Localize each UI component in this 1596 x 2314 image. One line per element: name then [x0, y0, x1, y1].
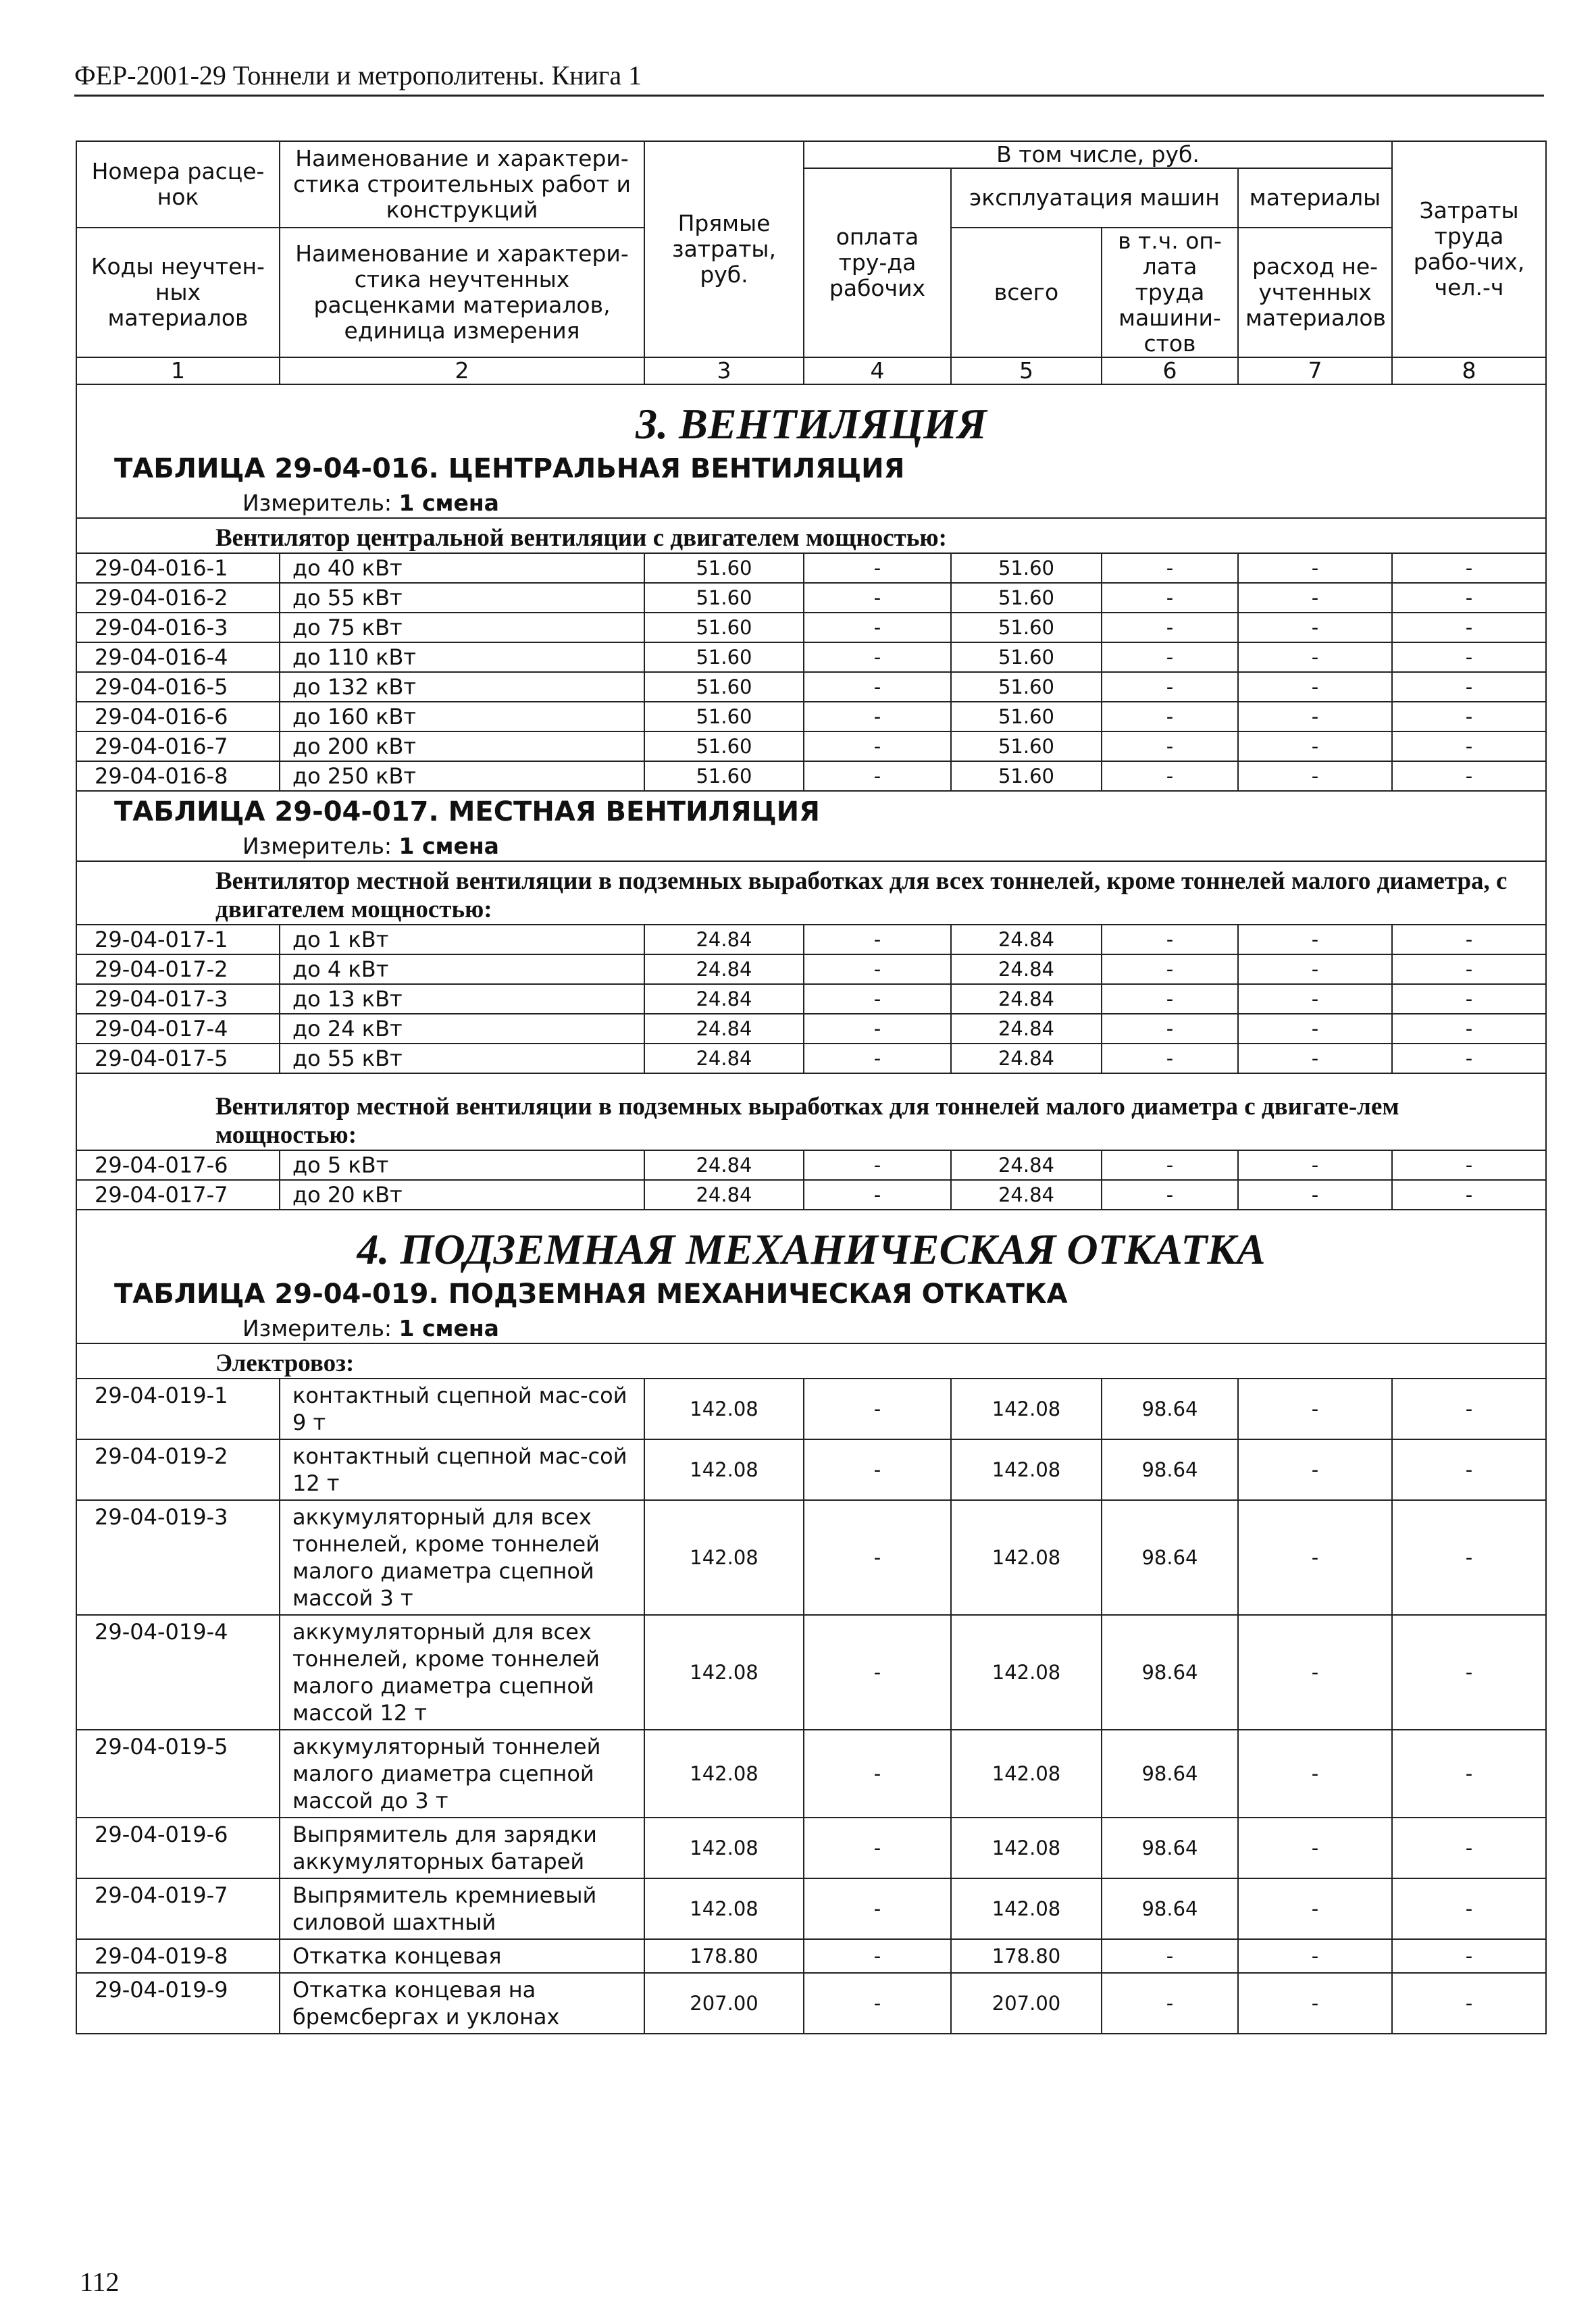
materials-cost-cell: -: [1238, 731, 1392, 761]
table-row: [76, 642, 1546, 672]
materials-cost-cell: -: [1238, 954, 1392, 984]
labor-hours-cell: -: [1392, 925, 1546, 954]
work-name-cell: до 110 кВт: [280, 642, 644, 672]
machines-total-cell: 142.08: [951, 1439, 1102, 1500]
labor-hours-cell: -: [1392, 1878, 1546, 1939]
worker-pay-cell: -: [804, 925, 951, 954]
work-name-cell: до 40 кВт: [280, 553, 644, 583]
hdr-material-name: Наименование и характери-стика неучтенных расценками материалов, единица измерения: [280, 228, 644, 357]
materials-cost-cell: -: [1238, 1939, 1392, 1973]
table-row: [76, 1014, 1546, 1044]
operator-pay-cell: -: [1102, 731, 1238, 761]
direct-costs-cell: 207.00: [644, 1973, 804, 2034]
worker-pay-cell: -: [804, 1730, 951, 1818]
measure-line: Измеритель: 1 смена: [242, 490, 499, 516]
labor-hours-cell: -: [1392, 613, 1546, 642]
labor-hours-cell: -: [1392, 954, 1546, 984]
labor-hours-cell: -: [1392, 1044, 1546, 1073]
hdr-unaccounted-materials: расход не-учтенных материалов: [1238, 228, 1392, 357]
materials-cost-cell: -: [1238, 761, 1392, 791]
labor-hours-cell: -: [1392, 1939, 1546, 1973]
hdr-rate-numbers: Номера расце-нок: [76, 141, 280, 228]
labor-hours-cell: -: [1392, 984, 1546, 1014]
direct-costs-cell: 142.08: [644, 1379, 804, 1439]
operator-pay-cell: -: [1102, 984, 1238, 1014]
materials-cost-cell: -: [1238, 553, 1392, 583]
worker-pay-cell: -: [804, 954, 951, 984]
table-row: [76, 672, 1546, 702]
labor-hours-cell: -: [1392, 1730, 1546, 1818]
labor-hours-cell: -: [1392, 553, 1546, 583]
machines-total-cell: 24.84: [951, 1044, 1102, 1073]
rate-code-cell: 29-04-017-5: [76, 1044, 280, 1073]
machines-total-cell: 142.08: [951, 1730, 1102, 1818]
machines-total-cell: 24.84: [951, 984, 1102, 1014]
direct-costs-cell: 178.80: [644, 1939, 804, 1973]
worker-pay-cell: -: [804, 984, 951, 1014]
worker-pay-cell: -: [804, 731, 951, 761]
direct-costs-cell: 24.84: [644, 1180, 804, 1210]
direct-costs-cell: 51.60: [644, 583, 804, 613]
hdr-machine-operation: эксплуатация машин: [951, 168, 1238, 228]
machines-total-cell: 51.60: [951, 642, 1102, 672]
rate-code-cell: 29-04-016-6: [76, 702, 280, 731]
labor-hours-cell: -: [1392, 761, 1546, 791]
rate-code-cell: 29-04-019-2: [76, 1439, 280, 1500]
table-row: [76, 1180, 1546, 1210]
direct-costs-cell: 142.08: [644, 1878, 804, 1939]
labor-hours-cell: -: [1392, 731, 1546, 761]
labor-hours-cell: -: [1392, 1379, 1546, 1439]
work-name-cell: до 13 кВт: [280, 984, 644, 1014]
worker-pay-cell: -: [804, 1044, 951, 1073]
materials-cost-cell: -: [1238, 1379, 1392, 1439]
operator-pay-cell: -: [1102, 954, 1238, 984]
work-name-cell: до 55 кВт: [280, 1044, 644, 1073]
rate-code-cell: 29-04-016-3: [76, 613, 280, 642]
labor-hours-cell: -: [1392, 1615, 1546, 1730]
direct-costs-cell: 51.60: [644, 642, 804, 672]
rate-code-cell: 29-04-017-7: [76, 1180, 280, 1210]
rate-code-cell: 29-04-019-5: [76, 1730, 280, 1818]
operator-pay-cell: -: [1102, 1939, 1238, 1973]
materials-cost-cell: -: [1238, 1730, 1392, 1818]
rate-code-cell: 29-04-019-1: [76, 1379, 280, 1439]
table-row: [76, 1973, 1546, 2034]
worker-pay-cell: -: [804, 761, 951, 791]
direct-costs-cell: 24.84: [644, 925, 804, 954]
work-name-cell: аккумуляторный для всех тоннелей, кроме тоннелей малого диаметра сцепной массой 3 т: [280, 1500, 644, 1615]
machines-total-cell: 24.84: [951, 1180, 1102, 1210]
operator-pay-cell: 98.64: [1102, 1818, 1238, 1878]
work-name-cell: до 1 кВт: [280, 925, 644, 954]
table-row: [76, 984, 1546, 1014]
materials-cost-cell: -: [1238, 583, 1392, 613]
rate-code-cell: 29-04-019-8: [76, 1939, 280, 1973]
rate-code-cell: 29-04-019-9: [76, 1973, 280, 2034]
labor-hours-cell: -: [1392, 672, 1546, 702]
labor-hours-cell: -: [1392, 1150, 1546, 1180]
hdr-materials: материалы: [1238, 168, 1392, 228]
operator-pay-cell: 98.64: [1102, 1500, 1238, 1615]
rate-code-cell: 29-04-017-3: [76, 984, 280, 1014]
machines-total-cell: 51.60: [951, 553, 1102, 583]
table-row: [76, 925, 1546, 954]
hdr-including: В том числе, руб.: [804, 141, 1392, 168]
hdr-labor-hours: Затраты труда рабо-чих, чел.-ч: [1392, 141, 1546, 357]
operator-pay-cell: -: [1102, 925, 1238, 954]
table-row: [76, 613, 1546, 642]
operator-pay-cell: 98.64: [1102, 1439, 1238, 1500]
rows-table-016: [76, 553, 1546, 791]
operator-pay-cell: -: [1102, 1044, 1238, 1073]
labor-hours-cell: -: [1392, 1818, 1546, 1878]
rate-code-cell: 29-04-017-1: [76, 925, 280, 954]
table-row: [76, 761, 1546, 791]
rows-table-017-a: [76, 925, 1546, 1073]
rate-code-cell: 29-04-019-6: [76, 1818, 280, 1878]
hdr-work-name: Наименование и характери-стика строительных работ и конструкций: [280, 141, 644, 228]
column-numbers-row: 1 2 3 4 5 6 7 8: [76, 357, 1546, 384]
hdr-direct-costs: Прямые затраты, руб.: [644, 141, 804, 357]
section-title: 3. ВЕНТИЛЯЦИЯ: [636, 400, 987, 448]
rate-code-cell: 29-04-016-2: [76, 583, 280, 613]
section-title: 4. ПОДЗЕМНАЯ МЕХАНИЧЕСКАЯ ОТКАТКА: [357, 1225, 1266, 1273]
worker-pay-cell: -: [804, 1379, 951, 1439]
labor-hours-cell: -: [1392, 1180, 1546, 1210]
machines-total-cell: 51.60: [951, 583, 1102, 613]
hdr-material-codes: Коды неучтен-ных материалов: [76, 228, 280, 357]
machines-total-cell: 142.08: [951, 1500, 1102, 1615]
worker-pay-cell: -: [804, 1014, 951, 1044]
operator-pay-cell: -: [1102, 672, 1238, 702]
labor-hours-cell: -: [1392, 1973, 1546, 2034]
table-row: [76, 1878, 1546, 1939]
operator-pay-cell: -: [1102, 702, 1238, 731]
work-name-cell: до 5 кВт: [280, 1150, 644, 1180]
direct-costs-cell: 51.60: [644, 553, 804, 583]
worker-pay-cell: -: [804, 1818, 951, 1878]
labor-hours-cell: -: [1392, 702, 1546, 731]
labor-hours-cell: -: [1392, 583, 1546, 613]
group-heading: Вентилятор центральной вентиляции с двигателем мощностью:: [76, 518, 1546, 553]
worker-pay-cell: -: [804, 553, 951, 583]
machines-total-cell: 51.60: [951, 731, 1102, 761]
table-row: [76, 1500, 1546, 1615]
machines-total-cell: 207.00: [951, 1973, 1102, 2034]
materials-cost-cell: -: [1238, 613, 1392, 642]
work-name-cell: Откатка концевая: [280, 1939, 644, 1973]
labor-hours-cell: -: [1392, 1014, 1546, 1044]
machines-total-cell: 142.08: [951, 1878, 1102, 1939]
operator-pay-cell: 98.64: [1102, 1730, 1238, 1818]
table-row: [76, 1939, 1546, 1973]
machines-total-cell: 142.08: [951, 1818, 1102, 1878]
materials-cost-cell: -: [1238, 642, 1392, 672]
work-name-cell: до 4 кВт: [280, 954, 644, 984]
direct-costs-cell: 142.08: [644, 1730, 804, 1818]
work-name-cell: контактный сцепной мас-сой 9 т: [280, 1379, 644, 1439]
worker-pay-cell: -: [804, 1615, 951, 1730]
machines-total-cell: 51.60: [951, 613, 1102, 642]
table-row: [76, 1044, 1546, 1073]
rate-code-cell: 29-04-016-4: [76, 642, 280, 672]
rate-code-cell: 29-04-019-4: [76, 1615, 280, 1730]
worker-pay-cell: -: [804, 1973, 951, 2034]
direct-costs-cell: 142.08: [644, 1818, 804, 1878]
operator-pay-cell: 98.64: [1102, 1878, 1238, 1939]
direct-costs-cell: 142.08: [644, 1439, 804, 1500]
machines-total-cell: 24.84: [951, 925, 1102, 954]
rates-table: [76, 140, 1547, 2034]
measure-line: Измеритель: 1 смена: [242, 1315, 499, 1341]
machines-total-cell: 178.80: [951, 1939, 1102, 1973]
table-row: [76, 954, 1546, 984]
worker-pay-cell: -: [804, 702, 951, 731]
hdr-machines-total: всего: [951, 228, 1102, 357]
operator-pay-cell: -: [1102, 642, 1238, 672]
measure-line: Измеритель: 1 смена: [242, 833, 499, 859]
work-name-cell: Выпрямитель кремниевый силовой шахтный: [280, 1878, 644, 1939]
work-name-cell: до 24 кВт: [280, 1014, 644, 1044]
worker-pay-cell: -: [804, 672, 951, 702]
materials-cost-cell: -: [1238, 1150, 1392, 1180]
group-heading: Вентилятор местной вентиляции в подземных выработках для тоннелей малого диаметра с двигате-лем мощностью:: [76, 1073, 1546, 1150]
machines-total-cell: 142.08: [951, 1615, 1102, 1730]
worker-pay-cell: -: [804, 613, 951, 642]
table-row: [76, 1730, 1546, 1818]
direct-costs-cell: 51.60: [644, 613, 804, 642]
worker-pay-cell: -: [804, 1500, 951, 1615]
rate-code-cell: 29-04-016-1: [76, 553, 280, 583]
operator-pay-cell: -: [1102, 1180, 1238, 1210]
direct-costs-cell: 142.08: [644, 1500, 804, 1615]
page-header: ФЕР-2001-29 Тоннели и метрополитены. Книга 1: [74, 60, 642, 91]
page-number: 112: [80, 2267, 120, 2297]
work-name-cell: до 55 кВт: [280, 583, 644, 613]
machines-total-cell: 51.60: [951, 702, 1102, 731]
direct-costs-cell: 24.84: [644, 1014, 804, 1044]
labor-hours-cell: -: [1392, 642, 1546, 672]
group-heading: Вентилятор местной вентиляции в подземных выработках для всех тоннелей, кроме тоннелей малого диаметра, с двигателем мощностью:: [76, 861, 1546, 925]
direct-costs-cell: 24.84: [644, 1044, 804, 1073]
direct-costs-cell: 24.84: [644, 954, 804, 984]
hdr-operator-pay: в т.ч. оп-лата труда машини-стов: [1102, 228, 1238, 357]
operator-pay-cell: 98.64: [1102, 1379, 1238, 1439]
table-row: [76, 553, 1546, 583]
materials-cost-cell: -: [1238, 1878, 1392, 1939]
work-name-cell: до 75 кВт: [280, 613, 644, 642]
machines-total-cell: 51.60: [951, 761, 1102, 791]
materials-cost-cell: -: [1238, 1439, 1392, 1500]
header-rule: [74, 95, 1544, 97]
table-row: [76, 583, 1546, 613]
rate-code-cell: 29-04-016-8: [76, 761, 280, 791]
table-row: [76, 1615, 1546, 1730]
machines-total-cell: 24.84: [951, 1014, 1102, 1044]
direct-costs-cell: 24.84: [644, 1150, 804, 1180]
direct-costs-cell: 24.84: [644, 984, 804, 1014]
labor-hours-cell: -: [1392, 1439, 1546, 1500]
operator-pay-cell: -: [1102, 613, 1238, 642]
table-title: ТАБЛИЦА 29-04-019. ПОДЗЕМНАЯ МЕХАНИЧЕСКАЯ ОТКАТКА: [114, 1279, 1068, 1310]
work-name-cell: аккумуляторный для всех тоннелей, кроме тоннелей малого диаметра сцепной массой 12 т: [280, 1615, 644, 1730]
materials-cost-cell: -: [1238, 1500, 1392, 1615]
materials-cost-cell: -: [1238, 1818, 1392, 1878]
operator-pay-cell: -: [1102, 761, 1238, 791]
work-name-cell: до 250 кВт: [280, 761, 644, 791]
machines-total-cell: 24.84: [951, 954, 1102, 984]
work-name-cell: до 200 кВт: [280, 731, 644, 761]
materials-cost-cell: -: [1238, 1973, 1392, 2034]
rate-code-cell: 29-04-016-5: [76, 672, 280, 702]
work-name-cell: Выпрямитель для зарядки аккумуляторных батарей: [280, 1818, 644, 1878]
labor-hours-cell: -: [1392, 1500, 1546, 1615]
rate-code-cell: 29-04-017-4: [76, 1014, 280, 1044]
worker-pay-cell: -: [804, 583, 951, 613]
machines-total-cell: 142.08: [951, 1379, 1102, 1439]
work-name-cell: до 160 кВт: [280, 702, 644, 731]
worker-pay-cell: -: [804, 1939, 951, 1973]
table-title: ТАБЛИЦА 29-04-017. МЕСТНАЯ ВЕНТИЛЯЦИЯ: [114, 796, 820, 827]
machines-total-cell: 51.60: [951, 672, 1102, 702]
table-row: [76, 1439, 1546, 1500]
operator-pay-cell: -: [1102, 1014, 1238, 1044]
operator-pay-cell: -: [1102, 583, 1238, 613]
operator-pay-cell: -: [1102, 1150, 1238, 1180]
work-name-cell: контактный сцепной мас-сой 12 т: [280, 1439, 644, 1500]
table-row: [76, 731, 1546, 761]
materials-cost-cell: -: [1238, 702, 1392, 731]
operator-pay-cell: -: [1102, 1973, 1238, 2034]
rate-code-cell: 29-04-019-7: [76, 1878, 280, 1939]
materials-cost-cell: -: [1238, 984, 1392, 1014]
materials-cost-cell: -: [1238, 672, 1392, 702]
table-row: [76, 1379, 1546, 1439]
rate-code-cell: 29-04-016-7: [76, 731, 280, 761]
worker-pay-cell: -: [804, 1878, 951, 1939]
hdr-worker-pay: оплата тру-да рабочих: [804, 168, 951, 357]
materials-cost-cell: -: [1238, 1014, 1392, 1044]
materials-cost-cell: -: [1238, 1044, 1392, 1073]
work-name-cell: аккумуляторный тоннелей малого диаметра сцепной массой до 3 т: [280, 1730, 644, 1818]
worker-pay-cell: -: [804, 1150, 951, 1180]
materials-cost-cell: -: [1238, 1615, 1392, 1730]
work-name-cell: до 20 кВт: [280, 1180, 644, 1210]
rate-code-cell: 29-04-017-2: [76, 954, 280, 984]
operator-pay-cell: -: [1102, 553, 1238, 583]
rate-code-cell: 29-04-019-3: [76, 1500, 280, 1615]
direct-costs-cell: 51.60: [644, 672, 804, 702]
rate-code-cell: 29-04-017-6: [76, 1150, 280, 1180]
group-heading: Электровоз:: [76, 1343, 1546, 1379]
work-name-cell: до 132 кВт: [280, 672, 644, 702]
direct-costs-cell: 142.08: [644, 1615, 804, 1730]
rows-table-017-b: [76, 1150, 1546, 1210]
table-row: [76, 1150, 1546, 1180]
machines-total-cell: 24.84: [951, 1150, 1102, 1180]
direct-costs-cell: 51.60: [644, 761, 804, 791]
worker-pay-cell: -: [804, 1180, 951, 1210]
table-row: [76, 702, 1546, 731]
direct-costs-cell: 51.60: [644, 702, 804, 731]
operator-pay-cell: 98.64: [1102, 1615, 1238, 1730]
rows-table-019: [76, 1379, 1546, 2034]
worker-pay-cell: -: [804, 1439, 951, 1500]
direct-costs-cell: 51.60: [644, 731, 804, 761]
worker-pay-cell: -: [804, 642, 951, 672]
work-name-cell: Откатка концевая на бремсбергах и уклонах: [280, 1973, 644, 2034]
materials-cost-cell: -: [1238, 925, 1392, 954]
materials-cost-cell: -: [1238, 1180, 1392, 1210]
table-row: [76, 1818, 1546, 1878]
table-title: ТАБЛИЦА 29-04-016. ЦЕНТРАЛЬНАЯ ВЕНТИЛЯЦИЯ: [114, 453, 905, 484]
